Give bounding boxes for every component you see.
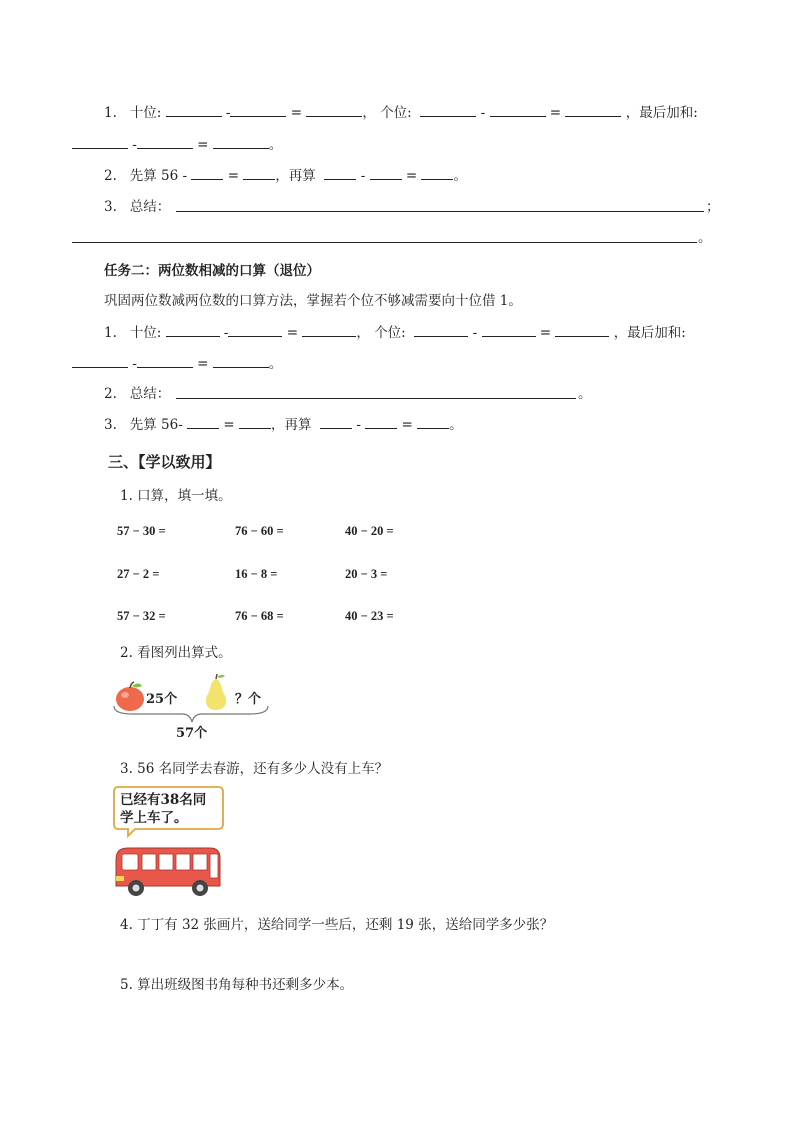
answer-blank[interactable] (239, 416, 271, 429)
equals-sign: = (401, 417, 413, 433)
equals-sign: = (290, 105, 303, 121)
answer-blank[interactable] (421, 167, 453, 180)
task2-line2 (104, 385, 170, 403)
answer-blank[interactable] (365, 416, 397, 429)
answer-blank[interactable] (187, 416, 219, 429)
sum-label: ，最后加和: (625, 105, 698, 121)
equals-sign: = (197, 356, 209, 372)
answer-blank[interactable] (306, 104, 362, 117)
equals-sign: = (405, 168, 418, 184)
calc-item: 76 − 68 = (235, 609, 284, 623)
task2-title: 任务二：两位数相减的口算（退位） (104, 263, 320, 279)
answer-blank[interactable] (420, 104, 476, 117)
item-number: 2. (104, 168, 117, 184)
answer-blank[interactable] (490, 104, 546, 117)
minus-sign: - (223, 325, 229, 341)
minus-sign: - (472, 325, 478, 341)
calc-item: 57 − 30 = (117, 524, 166, 538)
answer-blank[interactable] (166, 324, 220, 337)
minus-sign: - (225, 105, 231, 121)
equals-sign: = (223, 417, 235, 433)
minus-sign: - (132, 356, 137, 372)
task1-line1b (72, 136, 282, 154)
semicolon: ； (706, 199, 720, 215)
answer-blank[interactable] (228, 324, 282, 337)
speech-bubble-line2: 学上车了。 (120, 810, 188, 826)
period: 。 (453, 168, 467, 184)
item-number: 3. (104, 417, 117, 433)
tens-label: 十位: (129, 325, 162, 341)
answer-blank[interactable] (137, 136, 193, 149)
answer-blank[interactable] (230, 104, 286, 117)
summary-answer-line[interactable] (176, 211, 704, 212)
answer-blank[interactable] (482, 324, 536, 337)
summary-label: 总结： (129, 199, 171, 215)
task1-line2 (104, 167, 467, 185)
first-step-label: 先算 56- (129, 417, 183, 433)
answer-blank[interactable] (166, 104, 222, 117)
answer-blank[interactable] (137, 355, 193, 368)
answer-blank[interactable] (72, 355, 128, 368)
first-step-label: 先算 56 - (129, 168, 188, 184)
answer-blank[interactable] (565, 104, 621, 117)
answer-blank[interactable] (417, 416, 449, 429)
section3-title: 三、【学以致用】 (108, 453, 221, 471)
equals-sign: = (227, 168, 239, 184)
task2-line3 (104, 416, 463, 434)
question-2: 2. 看图列出算式。 (120, 645, 232, 661)
total-brace (112, 704, 272, 726)
question-3: 3. 56 名同学去春游，还有多少人没有上车？ (120, 761, 389, 777)
summary-answer-line[interactable] (176, 398, 576, 399)
answer-blank[interactable] (72, 136, 128, 149)
equals-sign: = (549, 105, 562, 121)
task1-line3 (104, 198, 170, 216)
question-1: 1. 口算，填一填。 (120, 488, 232, 504)
sum-label: ，最后加和: (613, 325, 686, 341)
bus-icon (112, 846, 224, 898)
then-step-label: ，再算 (275, 168, 316, 184)
answer-blank[interactable] (320, 416, 352, 429)
calc-item: 76 − 60 = (235, 524, 284, 538)
calc-item: 27 − 2 = (117, 567, 160, 581)
task2-line1b (72, 355, 282, 373)
calc-item: 40 − 20 = (345, 524, 394, 538)
calc-item: 40 − 23 = (345, 609, 394, 623)
period: 。 (698, 230, 712, 246)
minus-sign: - (356, 417, 361, 433)
calc-item: 57 − 32 = (117, 609, 166, 623)
task1-line1 (104, 104, 698, 122)
answer-blank[interactable] (213, 136, 269, 149)
answer-blank[interactable] (414, 324, 468, 337)
question-4: 4. 丁丁有 32 张画片，送给同学一些后，还剩 19 张，送给同学多少张？ (120, 917, 554, 933)
period: 。 (449, 417, 463, 433)
answer-blank[interactable] (243, 167, 275, 180)
summary-answer-line[interactable] (72, 242, 697, 243)
answer-blank[interactable] (324, 167, 356, 180)
comma: ， (356, 325, 370, 341)
tens-label: 十位: (129, 105, 162, 121)
equals-sign: = (286, 325, 299, 341)
minus-sign: - (360, 168, 366, 184)
equals-sign: = (197, 137, 209, 153)
period: 。 (268, 356, 283, 372)
total-count: 57个 (176, 726, 208, 741)
question-5: 5. 算出班级图书角每种书还剩多少本。 (120, 977, 354, 993)
period: 。 (268, 137, 283, 153)
answer-blank[interactable] (370, 167, 402, 180)
speech-bubble-line1: 已经有38名同 (120, 792, 207, 808)
equals-sign: = (539, 325, 552, 341)
calc-item: 20 − 3 = (345, 567, 388, 581)
item-number: 1. (104, 325, 117, 341)
ones-label: 个位: (374, 325, 406, 341)
summary-label: 总结： (129, 386, 171, 402)
answer-blank[interactable] (213, 355, 269, 368)
task2-line1 (104, 324, 686, 342)
calc-item: 16 − 8 = (235, 567, 278, 581)
item-number: 1. (104, 105, 117, 121)
answer-blank[interactable] (302, 324, 356, 337)
answer-blank[interactable] (555, 324, 609, 337)
ones-label: 个位: (380, 105, 412, 121)
pear-count: ？个 (235, 692, 262, 707)
apple-count: 25个 (146, 692, 178, 707)
answer-blank[interactable] (191, 167, 223, 180)
period: 。 (578, 386, 592, 402)
item-number: 2. (104, 386, 117, 402)
minus-sign: - (480, 105, 486, 121)
comma: ， (362, 105, 376, 121)
task2-description: 巩固两位数减两位数的口算方法，掌握若个位不够减需要向十位借 1。 (104, 293, 522, 309)
item-number: 3. (104, 199, 117, 215)
minus-sign: - (132, 137, 137, 153)
then-step-label: ，再算 (271, 417, 312, 433)
